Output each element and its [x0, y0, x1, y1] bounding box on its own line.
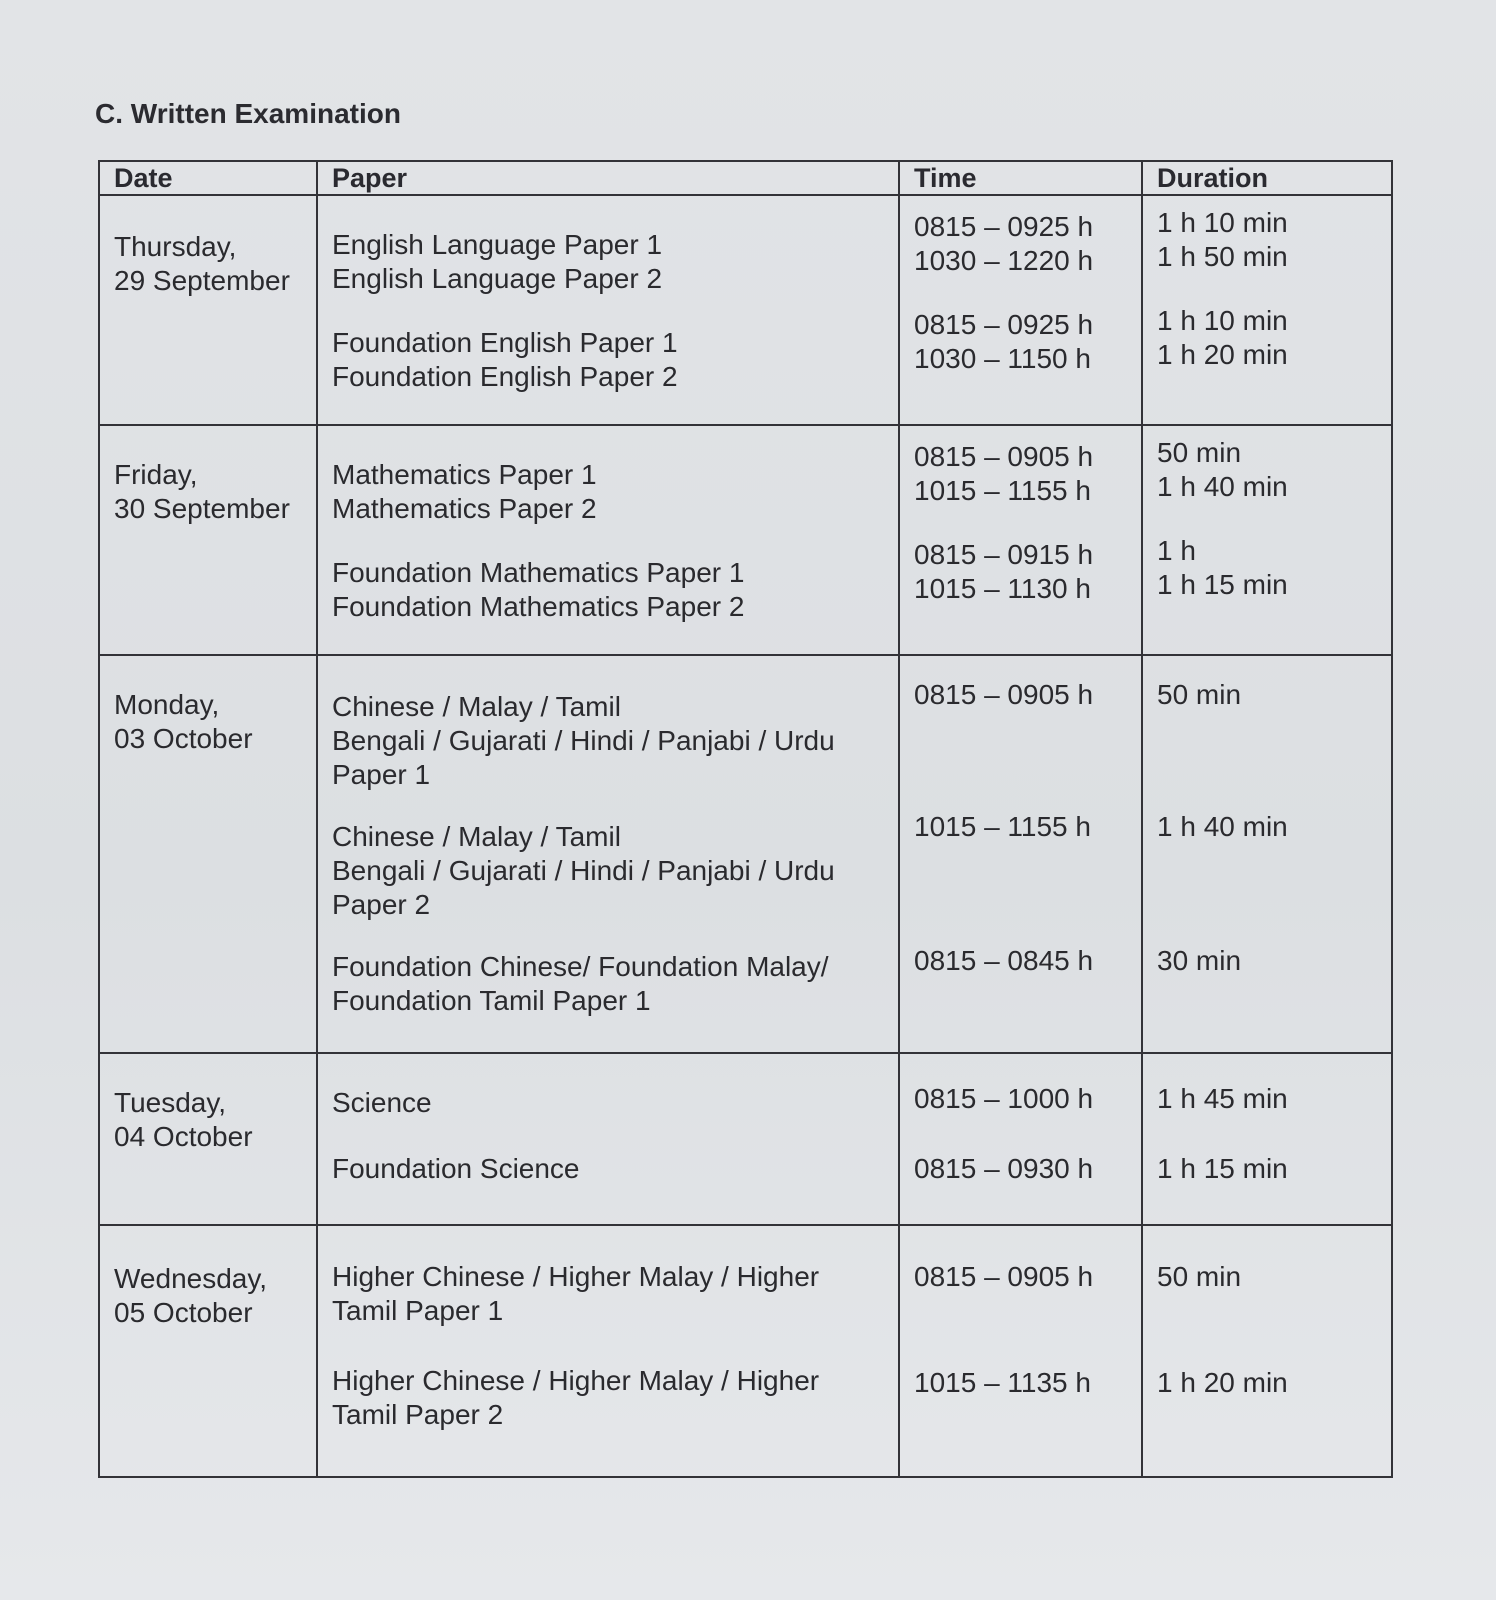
date-day: Monday,	[114, 689, 220, 720]
paper-name: English Language Paper 1	[332, 229, 663, 260]
paper-cell	[317, 1225, 899, 1477]
duration-value: 1 h 20 min	[1157, 1367, 1288, 1398]
time-cell	[899, 1053, 1142, 1225]
duration-value: 1 h 20 min	[1157, 339, 1288, 370]
time-cell	[899, 655, 1142, 1053]
time-range: 0815 – 0925 h	[914, 211, 1094, 242]
duration-cell	[1142, 1225, 1392, 1477]
paper-name: Tamil Paper 2	[332, 1399, 504, 1430]
table-row	[99, 195, 1392, 425]
header-date: Date	[99, 161, 317, 195]
paper-name: Higher Chinese / Higher Malay / Higher	[332, 1261, 820, 1292]
time-cell	[899, 425, 1142, 655]
paper-name: Bengali / Gujarati / Hindi / Panjabi / Urdu	[332, 855, 835, 886]
date-value: 29 September	[114, 265, 290, 296]
paper-name: Mathematics Paper 1	[332, 459, 597, 490]
table-row	[99, 655, 1392, 1053]
duration-value: 30 min	[1157, 945, 1242, 976]
duration-value: 1 h 15 min	[1157, 1153, 1288, 1184]
paper-name: Chinese / Malay / Tamil	[332, 821, 621, 852]
paper-name: Bengali / Gujarati / Hindi / Panjabi / Urdu	[332, 725, 835, 756]
paper-name: Foundation English Paper 2	[332, 361, 678, 392]
paper-name: Foundation Chinese/ Foundation Malay/	[332, 951, 829, 982]
time-range: 1015 – 1135 h	[914, 1367, 1091, 1398]
exam-table-wrapper	[98, 160, 1393, 1478]
date-cell	[99, 655, 317, 1053]
time-range: 1015 – 1130 h	[914, 573, 1091, 604]
date-value: 05 October	[114, 1297, 253, 1328]
table-row	[99, 425, 1392, 655]
time-range: 0815 – 0905 h	[914, 679, 1094, 710]
duration-value: 1 h 10 min	[1157, 305, 1288, 336]
date-cell	[99, 195, 317, 425]
date-value: 03 October	[114, 723, 253, 754]
duration-value: 1 h 40 min	[1157, 471, 1288, 502]
paper-name: Foundation Science	[332, 1153, 580, 1184]
time-range: 0815 – 0930 h	[914, 1153, 1094, 1184]
date-cell	[99, 1053, 317, 1225]
paper-name: Foundation English Paper 1	[332, 327, 678, 358]
date-value: 30 September	[114, 493, 290, 524]
paper-name: Paper 1	[332, 759, 431, 790]
duration-value: 1 h 15 min	[1157, 569, 1288, 600]
duration-cell	[1142, 1053, 1392, 1225]
paper-name: Foundation Mathematics Paper 1	[332, 557, 745, 588]
date-day: Wednesday,	[114, 1263, 268, 1294]
paper-name: Mathematics Paper 2	[332, 493, 597, 524]
duration-value: 1 h 40 min	[1157, 811, 1288, 842]
paper-cell	[317, 195, 899, 425]
paper-name: Higher Chinese / Higher Malay / Higher	[332, 1365, 820, 1396]
duration-value: 1 h 50 min	[1157, 241, 1288, 272]
time-range: 1030 – 1150 h	[914, 343, 1091, 374]
paper-name: Science	[332, 1087, 432, 1118]
date-day: Tuesday,	[114, 1087, 227, 1118]
time-range: 0815 – 0905 h	[914, 1261, 1094, 1292]
time-range: 0815 – 1000 h	[914, 1083, 1094, 1114]
duration-value: 1 h	[1157, 535, 1196, 566]
date-day: Thursday,	[114, 231, 237, 262]
paper-name: Foundation Tamil Paper 1	[332, 985, 651, 1016]
time-cell	[899, 195, 1142, 425]
time-range: 1015 – 1155 h	[914, 811, 1091, 842]
table-header-row	[99, 161, 1392, 195]
paper-name: Foundation Mathematics Paper 2	[332, 591, 745, 622]
time-range: 0815 – 0925 h	[914, 309, 1094, 340]
paper-cell	[317, 655, 899, 1053]
table-row	[99, 1225, 1392, 1477]
date-cell	[99, 425, 317, 655]
paper-name: Paper 2	[332, 889, 431, 920]
header-time: Time	[899, 161, 1142, 195]
header-paper: Paper	[317, 161, 899, 195]
duration-cell	[1142, 425, 1392, 655]
time-range: 0815 – 0915 h	[914, 539, 1094, 570]
time-range: 1015 – 1155 h	[914, 475, 1091, 506]
date-value: 04 October	[114, 1121, 253, 1152]
table-row	[99, 1053, 1392, 1225]
section-title: C. Written Examination	[95, 98, 401, 129]
time-range: 0815 – 0845 h	[914, 945, 1094, 976]
paper-cell	[317, 1053, 899, 1225]
duration-cell	[1142, 655, 1392, 1053]
duration-value: 50 min	[1157, 437, 1242, 468]
exam-schedule-table	[98, 160, 1393, 1478]
duration-value: 50 min	[1157, 679, 1242, 710]
time-range: 0815 – 0905 h	[914, 441, 1094, 472]
header-duration: Duration	[1142, 161, 1392, 195]
duration-value: 1 h 45 min	[1157, 1083, 1288, 1114]
duration-cell	[1142, 195, 1392, 425]
time-range: 1030 – 1220 h	[914, 245, 1094, 276]
duration-value: 1 h 10 min	[1157, 207, 1288, 238]
time-cell	[899, 1225, 1142, 1477]
date-day: Friday,	[114, 459, 198, 490]
paper-name: English Language Paper 2	[332, 263, 663, 294]
duration-value: 50 min	[1157, 1261, 1242, 1292]
paper-cell	[317, 425, 899, 655]
paper-name: Chinese / Malay / Tamil	[332, 691, 621, 722]
date-cell	[99, 1225, 317, 1477]
paper-name: Tamil Paper 1	[332, 1295, 504, 1326]
